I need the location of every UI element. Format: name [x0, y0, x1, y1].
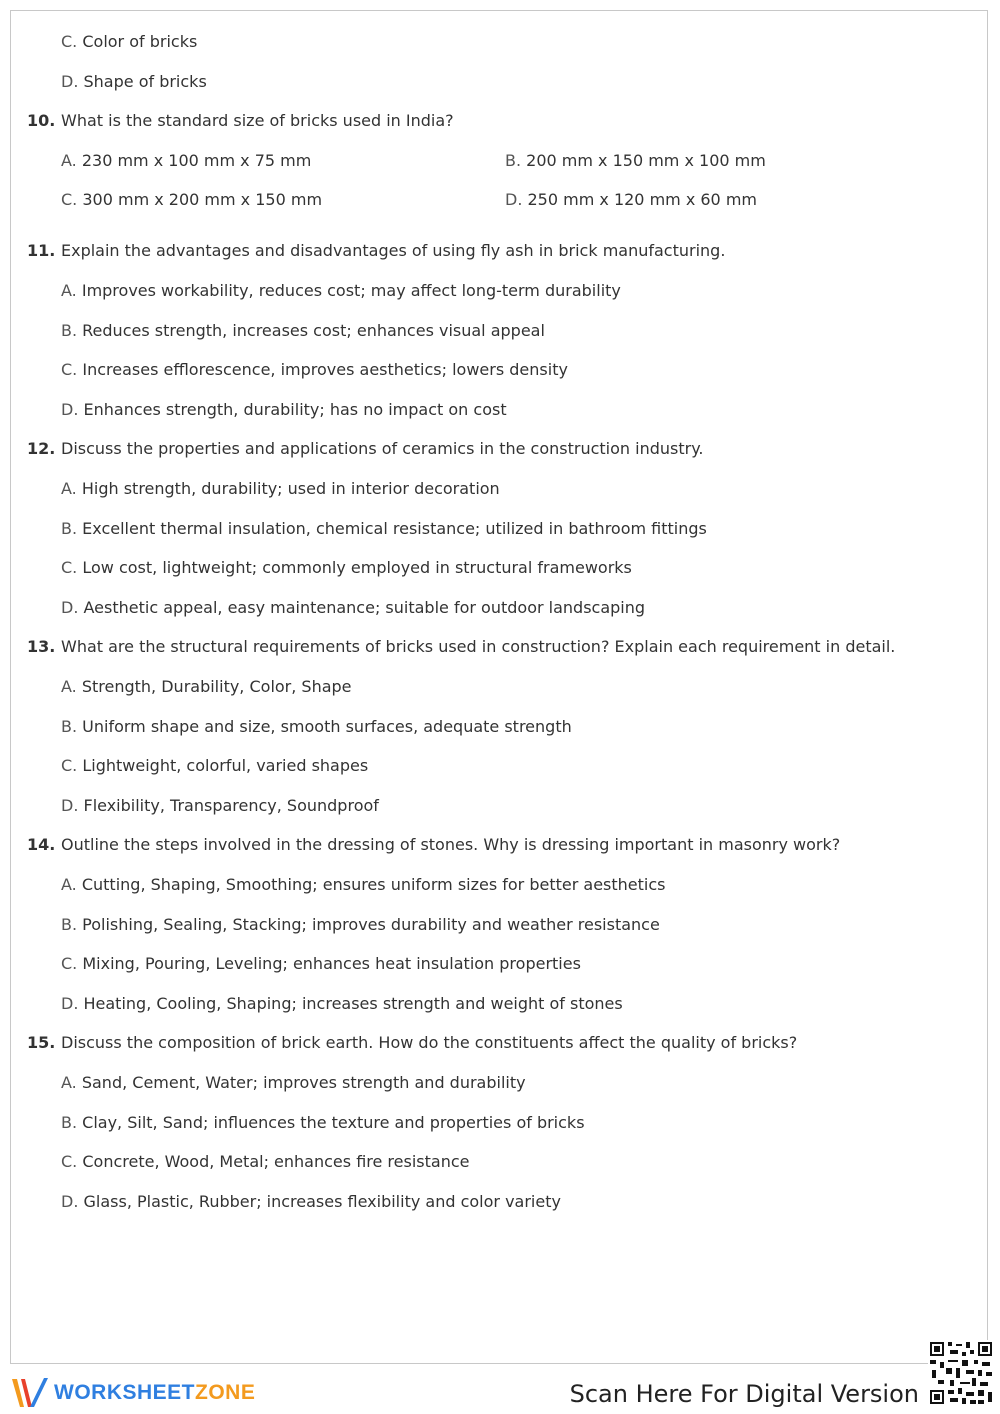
- option-c: C. Mixing, Pouring, Leveling; enhances heat insulation properties: [61, 954, 581, 973]
- option-c: C. Concrete, Wood, Metal; enhances fire resistance: [61, 1152, 470, 1171]
- partial-options: [27, 32, 967, 92]
- option-a: A. Cutting, Shaping, Smoothing; ensures uniform sizes for better aesthetics: [61, 875, 666, 894]
- option-d: D. Glass, Plastic, Rubber; increases flexibility and color variety: [61, 1191, 561, 1211]
- option-list: [27, 281, 967, 420]
- option-list: [27, 1073, 967, 1212]
- option-a: A. Sand, Cement, Water; improves strength and durability: [61, 1073, 526, 1092]
- footer: [0, 1366, 1000, 1414]
- option-b: B. Polishing, Sealing, Stacking; improves durability and weather resistance: [61, 914, 660, 934]
- question-text: 10. What is the standard size of bricks used in India?: [27, 111, 454, 130]
- option-a: A. Strength, Durability, Color, Shape: [61, 677, 352, 696]
- option-list: [27, 677, 967, 816]
- question-15: [27, 1033, 967, 1212]
- scan-caption: Scan Here For Digital Version: [569, 1380, 919, 1408]
- option-c: C. 300 mm x 200 mm x 150 mm: [61, 190, 323, 209]
- option-d: D. Heating, Cooling, Shaping; increases strength and weight of stones: [61, 993, 623, 1013]
- option-b: B. Uniform shape and size, smooth surfaces, adequate strength: [61, 716, 572, 736]
- question-13: [27, 637, 967, 816]
- option-list: [27, 875, 967, 1014]
- logo-text: WORKSHEETZONE: [54, 1381, 256, 1404]
- option-d: D. 250 mm x 120 mm x 60 mm: [505, 190, 757, 209]
- question-text: 14. Outline the steps involved in the dressing of stones. Why is dressing important in masonry work?: [27, 835, 841, 854]
- question-14: [27, 835, 967, 1014]
- option-grid: [27, 151, 967, 210]
- option-b: B. Excellent thermal insulation, chemical resistance; utilized in bathroom fittings: [61, 518, 707, 538]
- question-text: 13. What are the structural requirements of bricks used in construction? Explain each requirement in detail.: [27, 637, 896, 656]
- option-list: [27, 479, 967, 618]
- question-12: [27, 439, 967, 618]
- qr-code-icon[interactable]: [928, 1340, 994, 1406]
- option-c: C. Lightweight, colorful, varied shapes: [61, 756, 369, 775]
- option-a: A. 230 mm x 100 mm x 75 mm: [61, 151, 312, 170]
- option-a: A. Improves workability, reduces cost; may affect long-term durability: [61, 281, 621, 300]
- option-c: C. Low cost, lightweight; commonly employed in structural frameworks: [61, 558, 632, 577]
- question-10: [27, 111, 967, 210]
- option-a: A. High strength, durability; used in interior decoration: [61, 479, 500, 498]
- option-c: C. Increases efflorescence, improves aesthetics; lowers density: [61, 360, 568, 379]
- worksheetzone-logo-icon: [10, 1376, 50, 1410]
- question-11: [27, 241, 967, 420]
- question-text: 15. Discuss the composition of brick earth. How do the constituents affect the quality of bricks?: [27, 1033, 798, 1052]
- option-b: B. 200 mm x 150 mm x 100 mm: [505, 151, 766, 170]
- option-d: D. Aesthetic appeal, easy maintenance; suitable for outdoor landscaping: [61, 597, 646, 617]
- option-b: B. Clay, Silt, Sand; influences the texture and properties of bricks: [61, 1112, 585, 1132]
- option-d: D. Enhances strength, durability; has no impact on cost: [61, 399, 507, 419]
- question-text: 12. Discuss the properties and applications of ceramics in the construction industry.: [27, 439, 704, 458]
- question-text: 11. Explain the advantages and disadvantages of using fly ash in brick manufacturing.: [27, 241, 726, 260]
- option-c: C. Color of bricks: [61, 32, 198, 51]
- worksheetzone-logo[interactable]: [10, 1376, 255, 1410]
- option-b: B. Reduces strength, increases cost; enhances visual appeal: [61, 320, 545, 340]
- worksheet-content: [27, 30, 967, 1231]
- option-d: D. Shape of bricks: [61, 71, 207, 91]
- option-d: D. Flexibility, Transparency, Soundproof: [61, 795, 379, 815]
